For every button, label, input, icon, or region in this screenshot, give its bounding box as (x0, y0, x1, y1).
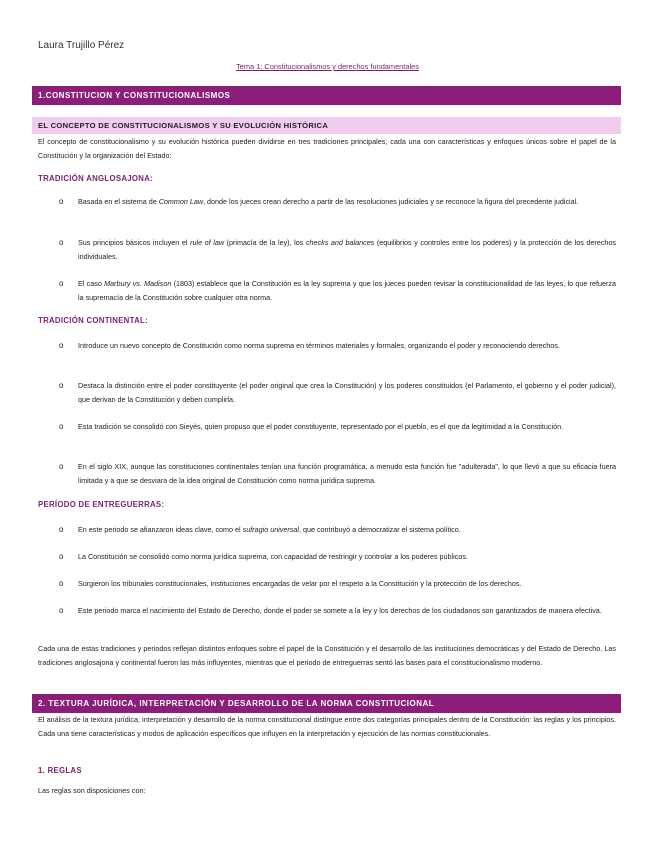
bullet-icon: o (59, 462, 64, 471)
list-item (60, 379, 616, 406)
reglas-intro: Las reglas son disposiciones con: (38, 786, 146, 795)
list-item (60, 604, 616, 618)
section-1-closing: Cada una de estas tradiciones y periodos reflejan distintos enfoques sobre el papel de la Constitución y el desarrollo de las instituciones democráticas y del Estado de Derecho. Las tradiciones anglosajona y continental fueron las más influyentes, mientras que el periodo de entreguerras sentó las bases para el constitucionalismo moderno. (38, 644, 616, 667)
list-item-text: La Constitución se consolidó como norma jurídica suprema, con capacidad de restringir y controlar a los poderes públicos. (78, 552, 468, 561)
list-item (60, 523, 616, 537)
list-item-text: En este periodo se afianzaron ideas clave, como el sufragio universal, que contribuyó a democratizar el sistema político. (78, 525, 461, 534)
author-name: Laura Trujillo Pérez (38, 40, 125, 51)
bullet-icon: o (59, 381, 64, 390)
list-item-text: Este periodo marca el nacimiento del Estado de Derecho, donde el poder se somete a la ley y los derechos de los ciudadanos son garantizados de manera efectiva. (78, 606, 602, 615)
list-item-text: Basada en el sistema de Common Law, donde los jueces crean derecho a partir de las resoluciones judiciales y se reconoce la figura del precedente judicial. (78, 197, 579, 206)
list-item-text: Introduce un nuevo concepto de Constitución como norma suprema en términos materiales y formales, organizando el poder y reconociendo derechos. (78, 341, 560, 350)
bullet-icon: o (59, 606, 64, 615)
section-1-bar: 1.CONSTITUCION Y CONSTITUCIONALISMOS (32, 86, 621, 105)
list-item-text: Sus principios básicos incluyen el rule of law (primacía de la ley), los checks and balances (equilibrios y controles entre los poderes) y la protección de los derechos individuales. (78, 238, 616, 261)
bullet-icon: o (59, 422, 64, 431)
list-item (60, 420, 616, 434)
bullet-icon: o (59, 579, 64, 588)
bullet-icon: o (59, 197, 64, 206)
bullet-icon: o (59, 238, 64, 247)
section-2-bar: 2. TEXTURA JURÍDICA, INTERPRETACIÓN Y DESARROLLO DE LA NORMA CONSTITUCIONAL (32, 694, 621, 713)
section-1-intro: El concepto de constitucionalismo y su evolución histórica pueden dividirse en tres tradiciones principales, cada una con características y enfoques únicos sobre el papel de la Constitución y la organización del Estado: (38, 137, 616, 160)
document-title[interactable]: Tema 1: Constitucionalismos y derechos fundamentales (236, 62, 419, 71)
heading-reglas: 1. REGLAS (38, 766, 82, 775)
bullet-icon: o (59, 552, 64, 561)
heading-entreguerras: PERÍODO DE ENTREGUERRAS: (38, 500, 165, 509)
list-item (60, 460, 616, 487)
list-item-text: En el siglo XIX, aunque las constituciones continentales tenían una función programática, a menudo esta función fue "adulterada", lo que llevó a que su eficacia fuera limitada y a que se desviara de la idea original de Constitución como norma jurídica suprema. (78, 462, 616, 485)
list-item-text: El caso Marbury vs. Madison (1803) establece que la Constitución es la ley suprema y que los jueces pueden revisar la constitucionalidad de las leyes, lo que refuerza la supremacía de la Constitución sobre cualquier otra norma. (78, 279, 616, 302)
bullet-icon: o (59, 525, 64, 534)
list-item (60, 339, 616, 353)
heading-anglosajona: TRADICIÓN ANGLOSAJONA: (38, 174, 154, 183)
section-2-intro: El análisis de la textura jurídica, interpretación y desarrollo de la norma constitucional distingue entre dos categorías principales dentro de la Constitución: las reglas y los principios. Cada una tiene características y modos de aplicación específicos que influyen en la interpretación y ejecución de las normas constitucionales. (38, 715, 616, 738)
section-1-subheading: EL CONCEPTO DE CONSTITUCIONALISMOS Y SU EVOLUCIÓN HISTÓRICA (32, 117, 621, 134)
list-item (60, 277, 616, 304)
heading-continental: TRADICIÓN CONTINENTAL: (38, 316, 148, 325)
list-item (60, 195, 616, 209)
list-item-text: Surgieron los tribunales constitucionales, instituciones encargadas de velar por el respeto a la Constitución y la protección de los derechos. (78, 579, 522, 588)
list-item (60, 236, 616, 263)
bullet-icon: o (59, 279, 64, 288)
list-item-text: Destaca la distinción entre el poder constituyente (el poder original que crea la Constitución) y los poderes constituidos (el Parlamento, el gobierno y el poder judicial), que derivan de la Constitución y deben cumplirla. (78, 381, 616, 404)
list-item-text: Esta tradición se consolidó con Sieyès, quien propuso que el poder constituyente, representado por el pueblo, es el que da legitimidad a la Constitución. (78, 422, 564, 431)
list-item (60, 550, 616, 564)
bullet-icon: o (59, 341, 64, 350)
list-item (60, 577, 616, 591)
